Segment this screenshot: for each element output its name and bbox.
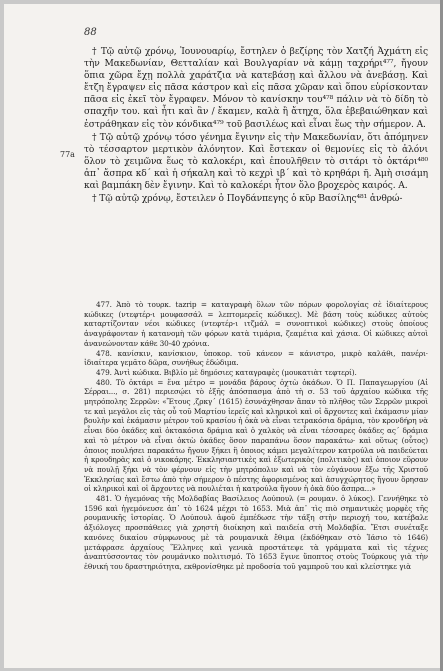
margin-folio-note: 77a [60, 150, 75, 159]
footnote: 477. Ἀπὸ τὸ τουρκ. tazrip = καταγραφὴ ὅλων τῶν πόρων φορολογίας σὲ ἰδιαίτερους κώδικες (ντεφτέρ-ι μουφασσάλ = λεπτομερεῖς κώδικες). Μὲ βάση τοὺς κώδικες αὐτοὺς καταρτίζονταν νέοι κώδικες (ντεφτέρ-ι ιτζμάλ = συνοπτικοὶ κώδικες) στοὺς ὁποίους ἀναγράφονταν ἡ κατανομὴ τῶν φόρων κατὰ τιμάρια, ζεαμέτια καὶ χάσια. Οἱ κώδικες αὐτοὶ ἀνανεώνονταν κάθε 30-40 χρόνια. [84, 300, 428, 348]
page-number: 88 [84, 27, 97, 38]
footnote: 481. Ὁ ἡγεμόνας τῆς Μολδαβίας Βασίλειος Λούπουλ (= ρουμαν. ὁ λύκος). Γεννήθηκε τὸ 1596 καὶ ἡγεμόνευσε ἀπ᾿ τὸ 1624 μέχρι τὸ 1653. Μιὰ ἀπ᾿ τὶς πιὸ σημαντικὲς μορφὲς τῆς ρουμανικῆς ἱστορίας. Ὁ Λούπουλ ἀφοῦ ἐμπέδωσε τὴν τάξη στὴν περιοχή του, κατέβαλε ἀξιόλογες προσπάθειες γιὰ χρηστὴ διοίκηση καὶ παιδεία στὴ Μολδαβία. Ἔτσι συνέταξε κανόνες δικαίου σύμφωνους μὲ τὰ ρουμανικὰ ἔθιμα (ἐκδόθηκαν στὸ Ἰάσιο τὸ 1646) μετάφρασε ἀρχαίους Ἕλληνες καὶ γενικὰ προστάτεψε τὰ γράμματα καὶ τὶς τέχνες ἀναπτύσσοντας τὸν ρουμάνικο πολιτισμό. Τὸ 1653 ἔγινε ὕποπτος στοὺς Τούρκους γιὰ τὴν ἐθνική του δραστηριότητα, εκθρονίσθηκε μὲ προδοσία τοῦ γαμπροῦ του καὶ κλείστηκε γιὰ [84, 494, 428, 571]
main-text [84, 46, 428, 206]
paragraph: † Τῷ αὐτῷ χρόνῳ, ἔστειλεν ὁ Πογδάνπεγης ὁ κῦρ Βασίλης⁴⁸¹ ἀνθρώ- [92, 194, 403, 205]
footnote: 478. κανίσκιν, κανίσκιον, ὑποκορ. τοῦ κάνεον = κάνιστρο, μικρὸ καλάθι, πανέρι· ἰδιαίτερα γεμᾶτο δῶρα, συνήθως ἐδώδιμα. [84, 348, 428, 368]
footnote: 480. Τὸ ὀκτάρι = ἕνα μέτρο = μονάδα βάρους ὀχτὼ ὀκάδων. Ὁ Π. Παπαγεωργίου (Αἱ Σέρραι..., σ. 281) περιεσῴει τὸ ἑξῆς ἀπόσπασμα ἀπὸ τὴ σ. 53 τοῦ ἀρχαίου κώδικα τῆς μητρόπολης Σερρῶν: «Ἔτους ,ζρκγ΄ (1615) ἐσυνάχθησαν ἅπαν τὸ πλῆθος τῶν Σερρῶν μικροὶ τε καὶ μεγάλοι εἰς τὰς οὗ τοῦ Μαρτίου ἱερεῖς καὶ κληρικοὶ καὶ οἱ ἄρχοντες καὶ ἐκάμασιν μίαν βουλὴν καὶ ἐκάμασιν μέτρον τοῦ κρασίου ἡ ὀκὰ νὰ εἶναι τετρακόσια δράμια, τὸν κρονδήρη νὰ εἶναι δύο ὀκάδες καὶ ὀκτακόσια δράμια καὶ ὁ χαλκὸς νὰ εἶναι τέσσαρες ὀκάδες ας΄ δράμια καὶ τὸ μέτρον νὰ εἶναι ὀκτὼ ὀκάδες ὅσον παραπάνω ὅσον παρακάτω· καὶ οὕτως (οὗτος) ὁποιος πουλήσει παρακάτω ἤγουν ξήκει ἢ ὁποιος κάμει μεγαλίτερον κατρούλα νὰ παιδεύεται ἡ κρουδηρὰς καὶ ὁ νικοκάρης. Ἐκκλησιαστικὲς καὶ ἐξωτερικὸς (πολιτικὸς) καὶ ὁποιον εὕρουν νὰ πουλῇ ξήκι νὰ τὸν φέρνουν εἰς τὴν μητρόπολιν καὶ νὰ τὸν εὐγάνουν ἔξω τῆς Χριστοῦ Ἐκκλησίας καὶ ἔστω ἀπὸ τὴν σήμερον ὁ πέστης ἀφορισμένος καὶ ἀσυγχώρητος ἤγουν ὅρησαν οἱ κληρικοὶ καὶ οἱ ἄρχοντες νὰ πουλιέται ἡ κατρούλα ἤγουν ἡ ὀκὰ δύο ἄσπρα...» [84, 377, 428, 494]
paragraph: † Τῷ αὐτῷ χρόνῳ, Ἰουνουαρίῳ, ἔστηλεν ὁ βεζίρης τὸν Χατζή Ἀχμάτη εἰς τὴν Μακεδωνίαν, Θετταλίαν καὶ Βουλγαρίαν νὰ κάμῃ ταχρήρι⁴⁷⁷, ἤγουν ὅπια χῶρα ἔχῃ πολλὰ χαράτζια νὰ κατεβάσῃ καὶ ἄλλου νὰ ἀνεβάσῃ. Καὶ ἔτζη ἔγραψεν εἰς πᾶσα κάστρον καὶ εἰς πᾶσα χῶραν καὶ ὅπου εὑρίσκονταν πᾶσα εἰς ἐκεῖ τὸν ἔγραφεν. Μόνον τὸ κανίσκην του⁴⁷⁸ πάλιν νὰ τὸ δίδη τὸ σπαχῆν του. καὶ ἦτι καὶ ἂν / ἔκαμεν, καλὰ ἢ ἄτηχα, ὅλα ἐβεβαιώθηκαν καὶ ἐστράθηκαν εἰς τὸν κόνδικα⁴⁷⁹ τοῦ βασιλέως καὶ εἶναι ἕως τὴν σήμερον. Α. [84, 47, 428, 130]
footnotes [84, 300, 428, 572]
footnote: 479. Ἀντὶ κώδικα. Βιβλίο μὲ δημόσιες καταγραφὲς (μουκατιὰτ τεφτερί). [96, 367, 357, 377]
book-page [4, 4, 440, 668]
paragraph: † Τῷ αὐτῷ χρόνῳ τόσο γένημα ἔγινην εἰς τὴν Μακεδωνίαν, ὅτι ἀπόμηνεν τὸ τέσσαρτον μερτικὸν ἀλόνητον. Καὶ ἔστεκαν οἱ θεμονίες εἰς τὸ ἀλόνι ὅλον τὸ χειμῶνα ἕως τὸ καλοκέρι, καὶ ἐπουλῆθειν τὸ σιτάρι τὸ ὀκτάρι⁴⁸⁰ ἀπ᾿ ἄσπρα κδ΄ καὶ ἡ σήκαλη καὶ τὸ κεχρὶ ιβ΄ καὶ τὸ κρηθάρι ῆ. Ἀμὴ σισάμη καὶ βαμπάκη δὲν ἔγινην. Καὶ τὸ καλοκέρι ἦτον ὅλο βροχερὸς καιρός. Α. [84, 132, 428, 192]
